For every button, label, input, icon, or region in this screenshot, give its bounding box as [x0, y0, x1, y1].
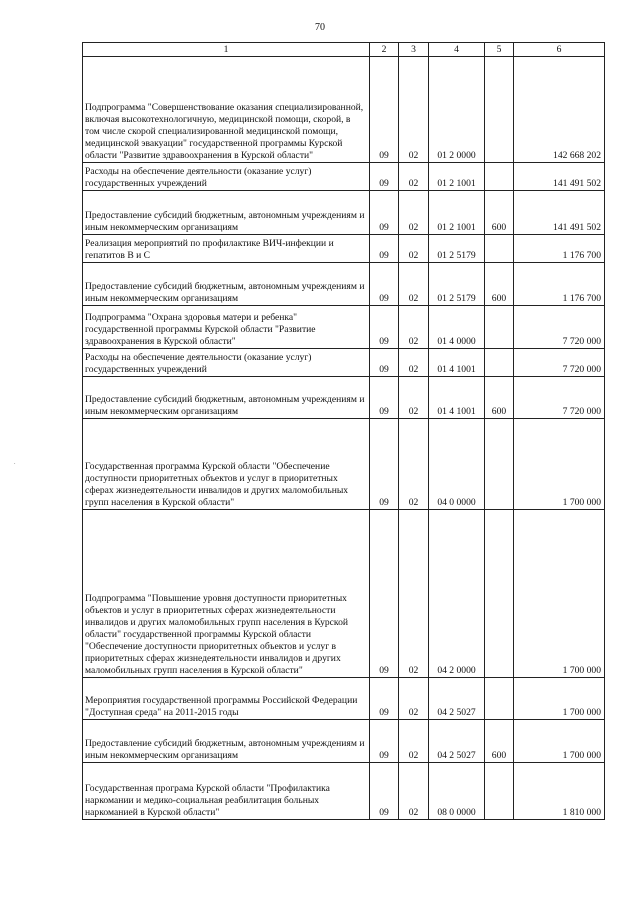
- subsection-cell: 02: [399, 235, 429, 263]
- subsection-cell: 02: [399, 263, 429, 306]
- target-code-cell: 01 4 1001: [429, 377, 485, 419]
- row-name-cell: Подпрограмма "Совершенствование оказания специализированной, включая высокотехнологичную, медицинской помощи, скорой, в том числе скорой специализированной медицинской помощи, медицинской эвакуации" государственной программы Курской области "Развитие здравоохранения в Курской области": [83, 57, 370, 163]
- amount-cell: 1 700 000: [514, 720, 605, 763]
- expense-type-cell: [485, 349, 514, 377]
- amount-cell: 1 700 000: [514, 510, 605, 678]
- target-code-cell: 04 2 5027: [429, 720, 485, 763]
- row-name-cell: Предоставление субсидий бюджетным, автономным учреждениям и иным некоммерческим организациям: [83, 263, 370, 306]
- expense-type-cell: [485, 763, 514, 820]
- amount-cell: 1 810 000: [514, 763, 605, 820]
- row-name-cell: Реализация мероприятий по профилактике ВИЧ-инфекции и гепатитов В и С: [83, 235, 370, 263]
- target-code-cell: 01 2 1001: [429, 191, 485, 235]
- amount-cell: 7 720 000: [514, 377, 605, 419]
- expense-type-cell: [485, 510, 514, 678]
- section-cell: 09: [370, 510, 399, 678]
- row-name-cell: Подпрограмма "Повышение уровня доступности приоритетных объектов и услуг в приоритетных сферах жизнедеятельности инвалидов и других маломобильных групп населения в Курской области" государственной программы Курской области "Обеспечение доступности приоритетных объектов и услуг в приоритетных сферах жизнедеятельности инвалидов и других маломобильных групп населения в Курской области": [83, 510, 370, 678]
- row-name-cell: Подпрограмма "Охрана здоровья матери и ребенка" государственной программы Курской области "Развитие здравоохранения в Курской области": [83, 306, 370, 349]
- table-row: [83, 678, 605, 720]
- section-cell: 09: [370, 163, 399, 191]
- expense-type-cell: 600: [485, 377, 514, 419]
- section-cell: 09: [370, 306, 399, 349]
- table-row: [83, 235, 605, 263]
- table-row: [83, 57, 605, 163]
- target-code-cell: 04 0 0000: [429, 419, 485, 510]
- column-header: 4: [429, 43, 485, 57]
- amount-cell: 1 176 700: [514, 235, 605, 263]
- subsection-cell: 02: [399, 720, 429, 763]
- table-row: [83, 163, 605, 191]
- margin-mark: .: [14, 460, 16, 466]
- table-row: [83, 191, 605, 235]
- section-cell: 09: [370, 678, 399, 720]
- target-code-cell: 04 2 5027: [429, 678, 485, 720]
- table-row: [83, 306, 605, 349]
- section-cell: 09: [370, 263, 399, 306]
- section-cell: 09: [370, 720, 399, 763]
- subsection-cell: 02: [399, 306, 429, 349]
- section-cell: 09: [370, 419, 399, 510]
- target-code-cell: 01 2 5179: [429, 263, 485, 306]
- row-name-cell: Расходы на обеспечение деятельности (оказание услуг) государственных учреждений: [83, 163, 370, 191]
- amount-cell: 142 668 202: [514, 57, 605, 163]
- expense-type-cell: [485, 419, 514, 510]
- table-row: [83, 263, 605, 306]
- subsection-cell: 02: [399, 763, 429, 820]
- table-row: [83, 510, 605, 678]
- column-header: 5: [485, 43, 514, 57]
- row-name-cell: Предоставление субсидий бюджетным, автономным учреждениям и иным некоммерческим организациям: [83, 191, 370, 235]
- expense-type-cell: [485, 235, 514, 263]
- target-code-cell: 08 0 0000: [429, 763, 485, 820]
- amount-cell: 7 720 000: [514, 306, 605, 349]
- row-name-cell: Государственная программа Курской области "Обеспечение доступности приоритетных объектов и услуг в приоритетных сферах жизнедеятельности инвалидов и других маломобильных групп населения в Курской области": [83, 419, 370, 510]
- section-cell: 09: [370, 57, 399, 163]
- row-name-cell: Государственная програма Курской области "Профилактика наркомании и медико-социальная реабилитация больных наркоманией в Курской области": [83, 763, 370, 820]
- row-name-cell: Предоставление субсидий бюджетным, автономным учреждениям и иным некоммерческим организациям: [83, 377, 370, 419]
- column-header: 6: [514, 43, 605, 57]
- subsection-cell: 02: [399, 678, 429, 720]
- table-row: [83, 763, 605, 820]
- target-code-cell: 01 2 0000: [429, 57, 485, 163]
- column-header: 1: [83, 43, 370, 57]
- expense-type-cell: [485, 306, 514, 349]
- target-code-cell: 01 4 1001: [429, 349, 485, 377]
- budget-table: [82, 42, 605, 820]
- target-code-cell: 01 4 0000: [429, 306, 485, 349]
- column-header: 2: [370, 43, 399, 57]
- section-cell: 09: [370, 235, 399, 263]
- amount-cell: 1 700 000: [514, 678, 605, 720]
- target-code-cell: 04 2 0000: [429, 510, 485, 678]
- subsection-cell: 02: [399, 57, 429, 163]
- expense-type-cell: 600: [485, 191, 514, 235]
- amount-cell: 1 176 700: [514, 263, 605, 306]
- subsection-cell: 02: [399, 349, 429, 377]
- amount-cell: 7 720 000: [514, 349, 605, 377]
- page-number: 70: [315, 22, 325, 33]
- expense-type-cell: [485, 678, 514, 720]
- target-code-cell: 01 2 5179: [429, 235, 485, 263]
- section-cell: 09: [370, 191, 399, 235]
- row-name-cell: Мероприятия государственной программы Российской Федерации "Доступная среда" на 2011-2015 годы: [83, 678, 370, 720]
- table-row: [83, 720, 605, 763]
- row-name-cell: Предоставление субсидий бюджетным, автономным учреждениям и иным некоммерческим организациям: [83, 720, 370, 763]
- header-row: [83, 43, 605, 57]
- table-row: [83, 349, 605, 377]
- section-cell: 09: [370, 377, 399, 419]
- expense-type-cell: 600: [485, 720, 514, 763]
- expense-type-cell: [485, 163, 514, 191]
- subsection-cell: 02: [399, 419, 429, 510]
- table-row: [83, 377, 605, 419]
- subsection-cell: 02: [399, 163, 429, 191]
- subsection-cell: 02: [399, 377, 429, 419]
- expense-type-cell: 600: [485, 263, 514, 306]
- amount-cell: 1 700 000: [514, 419, 605, 510]
- row-name-cell: Расходы на обеспечение деятельности (оказание услуг) государственных учреждений: [83, 349, 370, 377]
- subsection-cell: 02: [399, 510, 429, 678]
- section-cell: 09: [370, 349, 399, 377]
- target-code-cell: 01 2 1001: [429, 163, 485, 191]
- amount-cell: 141 491 502: [514, 163, 605, 191]
- expense-type-cell: [485, 57, 514, 163]
- column-header: 3: [399, 43, 429, 57]
- table-row: [83, 419, 605, 510]
- subsection-cell: 02: [399, 191, 429, 235]
- amount-cell: 141 491 502: [514, 191, 605, 235]
- section-cell: 09: [370, 763, 399, 820]
